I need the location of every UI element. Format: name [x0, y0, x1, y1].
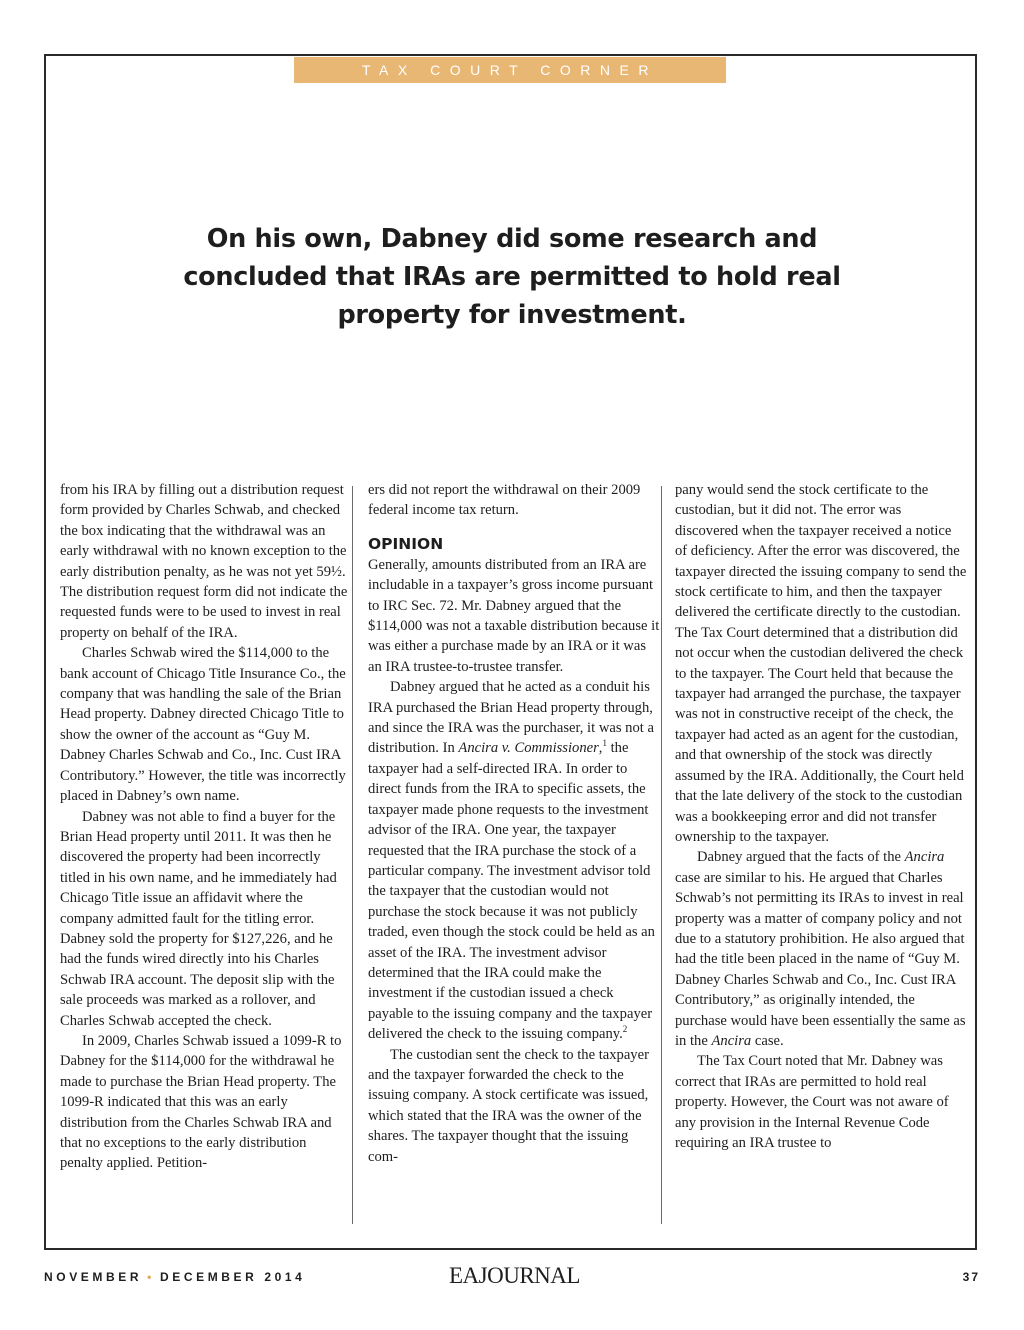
- pull-quote: [170, 220, 854, 334]
- case-name: Ancira v. Commissioner: [458, 740, 599, 757]
- paragraph: Dabney argued that he acted as a conduit his IRA purchased the Brian Head property through, and since the IRA was the purchaser, it was not a distribution. In Ancira v. Commissioner,$^1$ the taxpayer had a self-directed IRA. In order to direct funds from the IRA to specific assets, the taxpayer made phone requests to the investment advisor of the IRA. One year, the taxpayer requested that the IRA purchase the stock of a particular company. The investment advisor told the taxpayer that the custodian would not purchase the stock because it was not publicly traded, even though the stock could be held as an asset of the IRA. The investment advisor determined that the IRA could make the investment if the custodian issued a check payable to the issuing company and the taxpayer delivered the check to the issuing company.$^2$: [368, 679, 655, 1043]
- section-banner: TAX COURT CORNER: [294, 57, 726, 83]
- paragraph: The Tax Court noted that Mr. Dabney was correct that IRAs are permitted to hold real property. However, the Court was not aware of any provision in the Internal Revenue Code requiring an IRA trustee to: [675, 1053, 949, 1151]
- section-heading: OPINION: [368, 534, 444, 553]
- text-run: the taxpayer had a self-directed IRA. In order to direct funds from the IRA to specific assets, the taxpayer made phone requests to the investment advisor of the IRA. One year, the taxpayer requested that the IRA purchase the stock of a particular company. The investment advisor told the taxpayer that the custodian would not purchase the stock because it was not publicly traded, even though the stock could be held as an asset of the IRA. The investment advisor determined that the IRA could make the investment if the custodian issued a check payable to the issuing company and the taxpayer delivered the check to the issuing company.: [368, 740, 655, 1043]
- footnote-ref: 1: [602, 738, 607, 749]
- paragraph: In 2009, Charles Schwab issued a 1099-R to Dabney for the $114,000 for the withdrawal he made to purchase the Brian Head property. The 1099-R indicated that this was an early distribution from the Charles Schwab IRA and that no exceptions to the early distribution penalty applied. Petition-: [60, 1032, 342, 1172]
- pull-quote-line: On his own, Dabney did some research and: [206, 224, 818, 254]
- pull-quote-line: concluded that IRAs are permitted to hold real: [183, 262, 841, 292]
- issue-month-year: DECEMBER 2014: [159, 1270, 306, 1284]
- text-run: case are similar to his. He argued that Charles Schwab’s not permitting its IRAs to invest in real property was a matter of company policy and not due to a statutory prohibition. He also argued that had the title been placed in the name of “Guy M. Dabney Charles Schwab and Co., Inc. Cust IRA Contributory,” as originally intended, the purchase would have been essentially the same as in the: [675, 869, 966, 1049]
- column-rule: [661, 486, 662, 1224]
- paragraph: [675, 847, 967, 1051]
- paragraph: Generally, amounts distributed from an IRA are includable in a taxpayer’s gross income pursuant to IRC Sec. 72. Mr. Dabney argued that the $114,000 was not a taxable distribution because it was either a purchase made by an IRA or it was an IRA trustee-to-trustee transfer.: [368, 556, 660, 675]
- paragraph: pany would send the stock certificate to the custodian, but it did not. The error was discovered when the taxpayer received a notice of deficiency. After the error was discovered, the taxpayer directed the issuing company to send the stock certificate to him, and then the taxpayer delivered the certificate directly to the custodian. The Tax Court determined that a distribution did not occur when the custodian delivered the check to the taxpayer. The Court held that because the taxpayer had arranged the purchase, the taxpayer was not in constructive receipt of the check, the taxpayer had acted as an agent for the custodian, and that ownership of the stock was directly assumed by the IRA. Additionally, the Court held that the late delivery of the stock to the custodian was a bookkeeping error and did not transfer ownership to the taxpayer.: [675, 482, 967, 845]
- case-name: Ancira: [711, 1032, 752, 1049]
- separator-dot: •: [147, 1270, 155, 1284]
- text-run: case.: [751, 1032, 784, 1049]
- article-column-2: [368, 480, 660, 1167]
- journal-logo: EAJOURNAL: [449, 1263, 580, 1288]
- case-name: Ancira: [904, 849, 945, 866]
- paragraph: from his IRA by filling out a distribution request form provided by Charles Schwab, and checked the box indicating that the withdrawal was an early withdrawal with no known exception to the early distribution penalty, as he was not yet 59½. The distribution request form did not indicate the requested funds were to be used to invest in real property on behalf of the IRA.: [60, 482, 348, 641]
- page-number: 37: [962, 1270, 980, 1284]
- footnote-ref: 2: [622, 1024, 628, 1035]
- text-run: Dabney argued that the facts of the: [697, 849, 905, 866]
- article-column-3: [675, 480, 967, 1153]
- issue-date: [44, 1270, 305, 1284]
- article-column-1: [60, 480, 352, 1174]
- paragraph: Dabney was not able to find a buyer for the Brian Head property until 2011. It was then he discovered the property had been incorrectly titled in his own name, and he immediately had Chicago Title issue an affidavit where the company admitted fault for the titling error. Dabney sold the property for $127,226, and he had the funds wired directly into his Charles Schwab IRA account. The deposit slip with the sale proceeds was marked as a rollover, and Charles Schwab accepted the check.: [60, 808, 337, 1029]
- pull-quote-line: property for investment.: [337, 300, 687, 330]
- paragraph: ers did not report the withdrawal on their 2009 federal income tax return.: [368, 482, 641, 519]
- paragraph: Charles Schwab wired the $114,000 to the bank account of Chicago Title Insurance Co., the company that was handling the sale of the Brian Head property. Dabney directed Chicago Title to show the owner of the account as “Guy M. Dabney Charles Schwab and Co., Inc. Cust IRA Contributory.” However, the title was incorrectly placed in Dabney’s own name.: [60, 645, 346, 805]
- paragraph: The custodian sent the check to the taxpayer and the taxpayer forwarded the check to the issuing company. A stock certificate was issued, which stated that the IRA was the owner of the shares. The taxpayer thought that the issuing com-: [368, 1046, 649, 1165]
- issue-month: NOVEMBER: [44, 1270, 143, 1284]
- column-rule: [352, 486, 353, 1224]
- text-run: Dabney argued that he acted as a conduit his IRA purchased the Brian Head property through, and since the IRA was the purchaser, it was not a distribution. In: [368, 679, 654, 757]
